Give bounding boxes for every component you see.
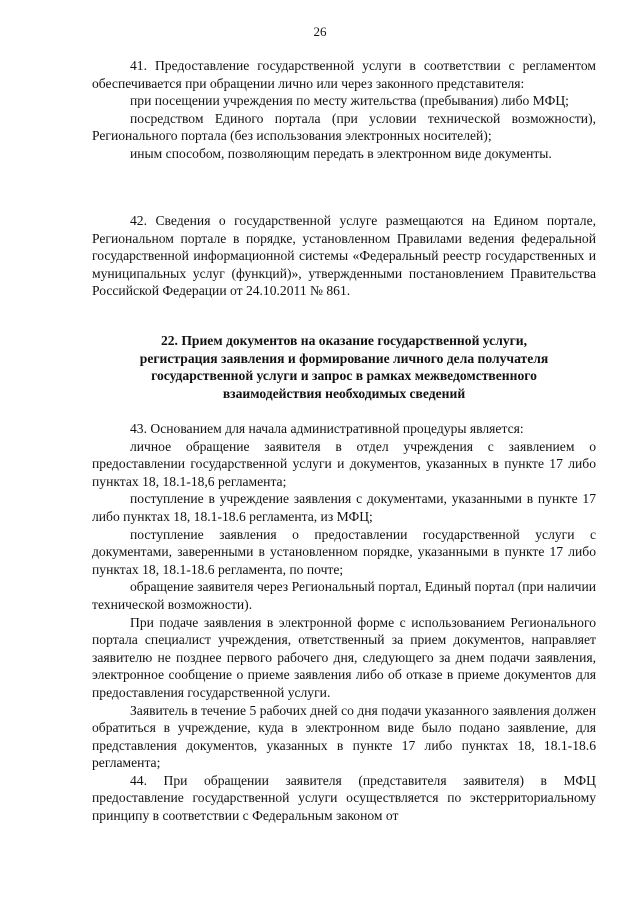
- section-41: [92, 57, 596, 163]
- heading-line-4: взаимодействия необходимых сведений: [222, 385, 466, 401]
- paragraph-43-item-4: обращение заявителя через Региональный портал, Единый портал (при наличии технической возможности).: [92, 579, 596, 612]
- section-43: [92, 420, 596, 825]
- paragraph-44: 44. При обращении заявителя (представителя заявителя) в МФЦ предоставление государственной услуги осуществляется по экстерриториальному принципу в соответствии с Федеральным законом от: [92, 772, 596, 824]
- section-42: [92, 212, 596, 300]
- paragraph-43-item-2: поступление в учреждение заявления с документами, указанными в пункте 17 либо пунктах 18, 18.1-18.6 регламента, из МФЦ;: [92, 491, 596, 524]
- paragraph-42: 42. Сведения о государственной услуге размещаются на Едином портале, Региональном портале в порядке, установленном Правилами ведения федеральной государственной информационной системы «Федеральный реестр государственных и муниципальных услуг (функций)», утвержденными постановлением Правительства Российской Федерации от 24.10.2011 № 861.: [92, 213, 596, 299]
- paragraph-43-item-3: поступление заявления о предоставлении государственной услуги с документами, заверенными в установленном порядке, указанными в пункте 17 либо пунктах 18, 18.1-18.6 регламента, по почте;: [92, 526, 596, 577]
- paragraph-43-intro: 43. Основанием для начала административной процедуры является:: [130, 421, 524, 436]
- heading-line-2: регистрация заявления и формирование личного дела получателя: [139, 350, 549, 366]
- section-heading-22: [92, 332, 596, 402]
- paragraph-43-deadline: Заявитель в течение 5 рабочих дней со дня подачи указанного заявления должен обратиться в учреждение, куда в электронном виде было подано заявление, для представления документов, указанных в пункте 17 либо пунктах 18, 18.1-18.6 регламента;: [92, 702, 596, 771]
- paragraph-41-item-2: посредством Единого портала (при условии технической возможности), Регионального портала (без использования электронных носителей);: [92, 110, 596, 144]
- paragraph-41-item-3: иным способом, позволяющим передать в электронном виде документы.: [130, 145, 552, 161]
- paragraph-43-item-1: личное обращение заявителя в отдел учреждения с заявлением о предоставлении государственной услуги и документов, указанных в пункте 17 либо пунктах 18, 18.1-18,6 регламента;: [92, 438, 596, 489]
- heading-line-3: государственной услуги и запрос в рамках межведомственного: [151, 368, 537, 384]
- paragraph-41-item-1: при посещении учреждения по месту жительства (пребывания) либо МФЦ;: [130, 93, 569, 109]
- page-number: 26: [313, 24, 327, 39]
- paragraph-41-intro: 41. Предоставление государственной услуги в соответствии с регламентом обеспечивается при обращении лично или через законного представителя:: [92, 58, 596, 91]
- heading-line-1: 22. Прием документов на оказание государственной услуги,: [160, 333, 528, 348]
- paragraph-43-electronic: При подаче заявления в электронной форме с использованием Регионального портала специалист учреждения, ответственный за прием документов, направляет заявителю не позднее первого рабочего дня, следующего за днем подачи заявления, электронное сообщение о приеме заявления либо об отказе в приеме документов для предоставления государственной услуги.: [92, 614, 596, 700]
